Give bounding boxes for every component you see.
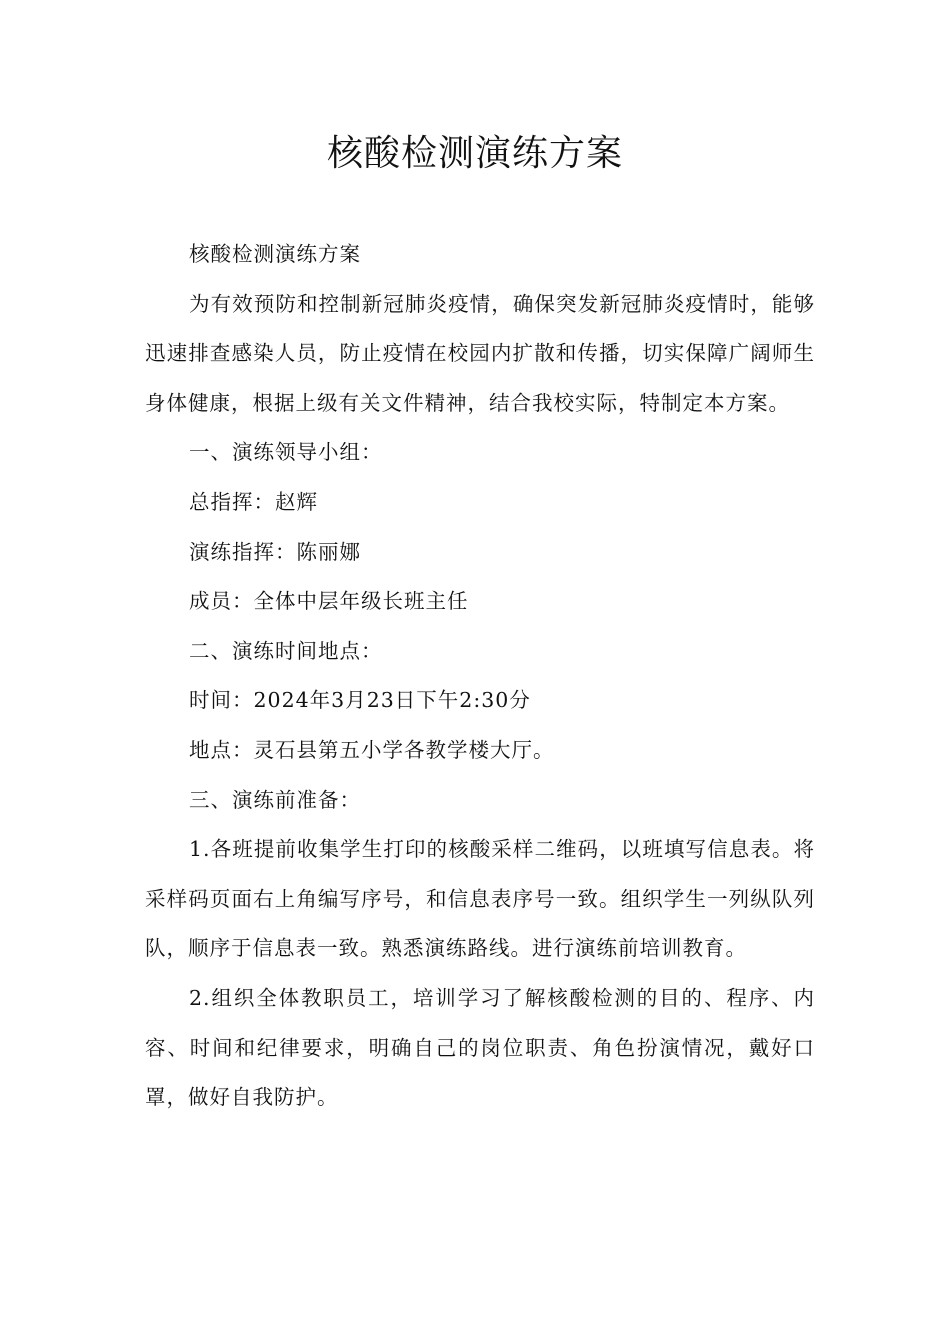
paragraph-location: 地点：灵石县第五小学各教学楼大厅。 bbox=[189, 737, 555, 762]
document-title: 核酸检测演练方案 bbox=[326, 133, 623, 174]
paragraph-prep-item-1: 1.各班提前收集学生打印的核酸采样二维码，以班填写信息表。将采样码页面右上角编写序号，和信息表序号一致。组织学生一列纵队列队，顺序于信息表一致。熟悉演练路线。进行演练前培训教育。 bbox=[145, 837, 815, 961]
section-heading-leadership: 一、演练领导小组： bbox=[189, 440, 383, 465]
document-body bbox=[145, 230, 815, 1123]
paragraph-subtitle: 核酸检测演练方案 bbox=[189, 242, 361, 266]
paragraph-time: 时间：2024年3月23日下午2:30分 bbox=[189, 688, 531, 713]
paragraph-intro: 为有效预防和控制新冠肺炎疫情，确保突发新冠肺炎疫情时，能够迅速排查感染人员，防止疫情在校园内扩散和传播，切实保障广阔师生身体健康，根据上级有关文件精神，结合我校实际，特制定本方案。 bbox=[145, 291, 815, 415]
paragraph-drill-director: 演练指挥：陈丽娜 bbox=[189, 539, 361, 564]
paragraph-prep-item-2: 2.组织全体教职员工，培训学习了解核酸检测的目的、程序、内容、时间和纪律要求，明确自己的岗位职责、角色扮演情况，戴好口罩，做好自我防护。 bbox=[145, 985, 815, 1110]
section-heading-preparation: 三、演练前准备： bbox=[189, 787, 361, 812]
paragraph-commander: 总指挥：赵辉 bbox=[189, 489, 318, 514]
section-heading-time-place: 二、演练时间地点： bbox=[189, 638, 383, 663]
paragraph-members: 成员：全体中层年级长班主任 bbox=[189, 589, 469, 614]
